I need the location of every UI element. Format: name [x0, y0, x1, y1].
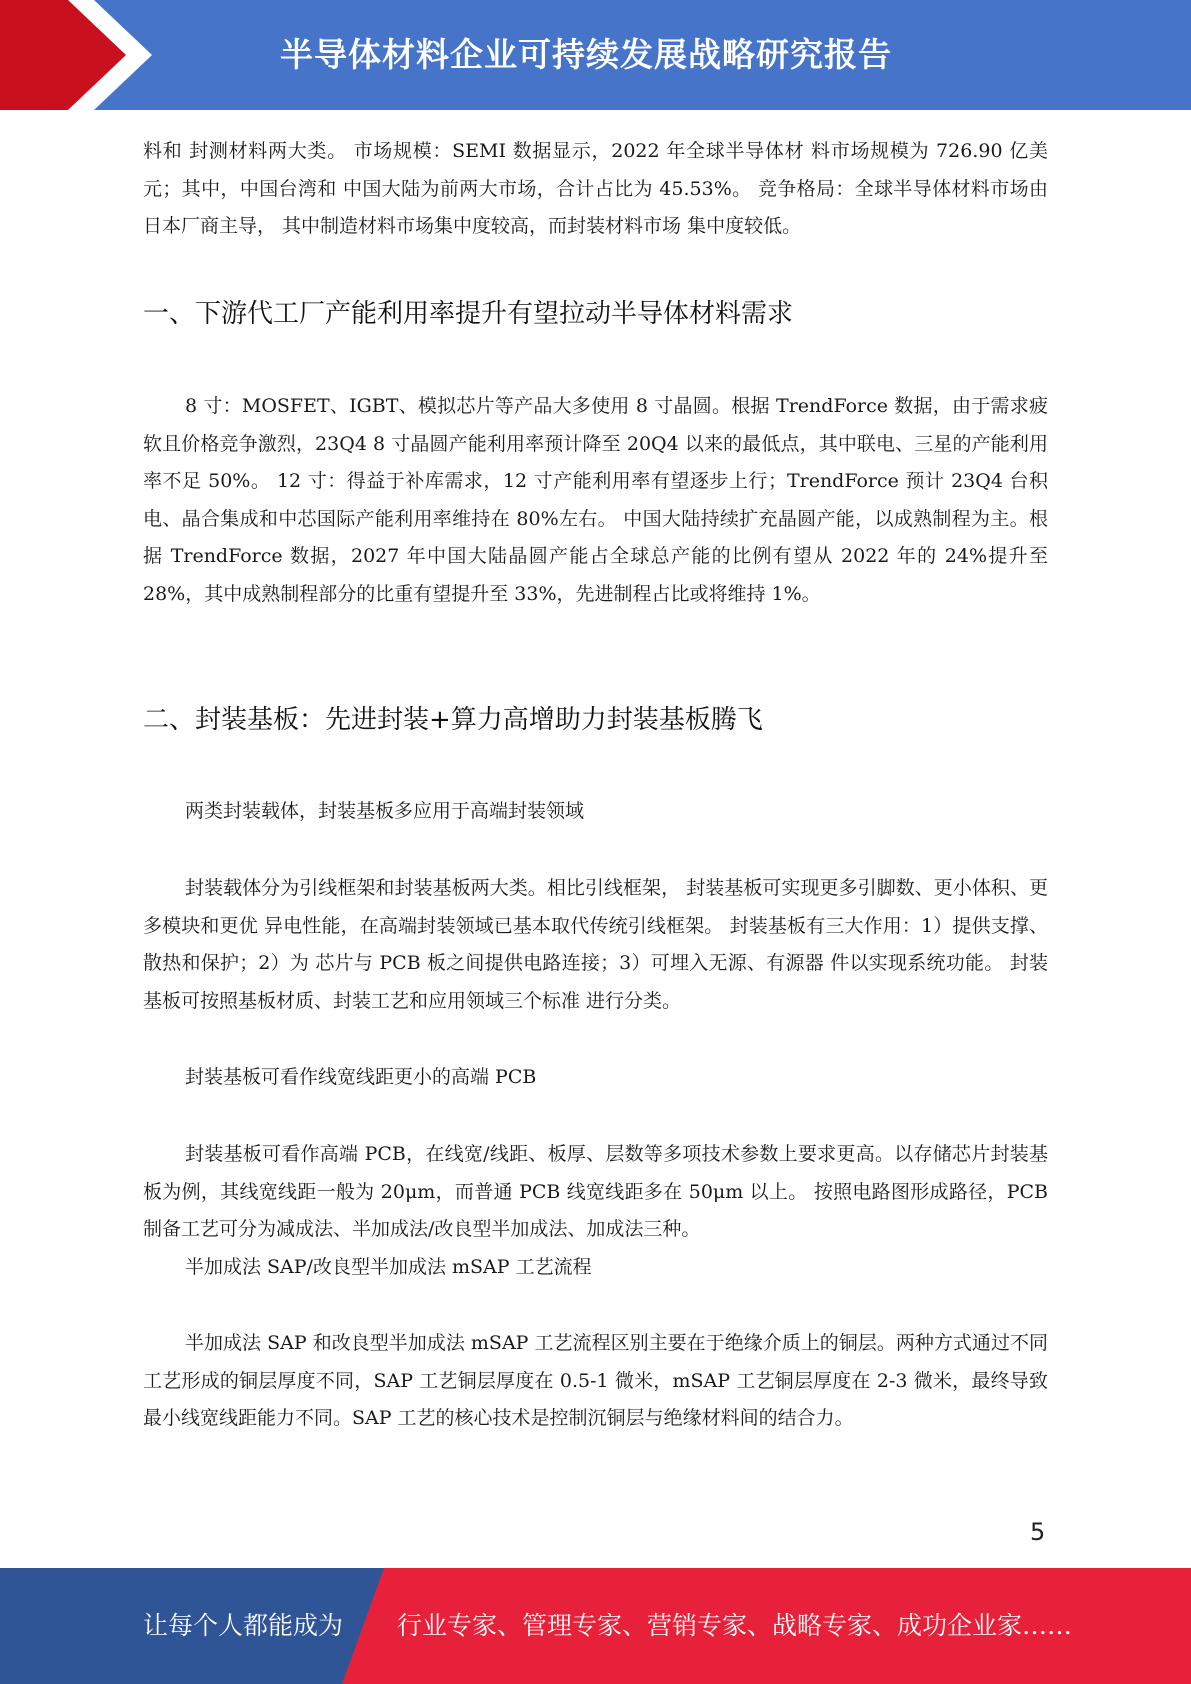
- sap-msap-paragraph: 半加成法 SAP 和改良型半加成法 mSAP 工艺流程区别主要在于绝缘介质上的铜层。两种方式通过不同工艺形成的铜层厚度不同，SAP 工艺铜层厚度在 0.5-1 微米，mSAP 工艺铜层厚度在 2-3 微米，最终导致最小线宽线距能力不同。SAP 工艺的核心技术是控制沉铜层与绝缘材料间的结合力。: [143, 1332, 1048, 1429]
- footer-slogan-right: 行业专家、管理专家、营销专家、战略专家、成功企业家……: [397, 1611, 1073, 1640]
- intro-paragraph: 料和 封测材料两大类。 市场规模：SEMI 数据显示，2022 年全球半导体材 料市场规模为 726.90 亿美元；其中，中国台湾和 中国大陆为前两大市场，合计占比为 45.53%。 竞争格局：全球半导体材料市场由日本厂商主导， 其中制造材料市场集中度较高，而封装材料市场 集中度较低。: [143, 140, 1048, 237]
- subheading-sap-msap: 半加成法 SAP/改良型半加成法 mSAP 工艺流程: [185, 1256, 592, 1278]
- page-header: [0, 0, 1191, 110]
- section-1-paragraph: 8 寸：MOSFET、IGBT、模拟芯片等产品大多使用 8 寸晶圆。根据 TrendForce 数据，由于需求疲软且价格竞争激烈，23Q4 8 寸晶圆产能利用率预计降至 20Q4 以来的最低点，其中联电、三星的产能利用率不足 50%。 12 寸：得益于补库需求，12 寸产能利用率有望逐步上行；TrendForce 预计 23Q4 台积电、晶合集成和中芯国际产能利用率维持在 80%左右。 中国大陆持续扩充晶圆产能，以成熟制程为主。根据 TrendForce 数据，2027 年中国大陆晶圆产能占全球总产能的比例有望从 2022 年的 24%提升至 28%，其中成熟制程部分的比重有望提升至 33%，先进制程占比或将维持 1%。: [143, 395, 1048, 605]
- footer-slogan-left: 让每个人都能成为: [143, 1611, 344, 1640]
- page-footer: [0, 1568, 1191, 1684]
- section-2-heading: 二、封装基板：先进封装+算力高增助力封装基板腾飞: [143, 705, 763, 735]
- substrate-pcb-paragraph: 封装基板可看作高端 PCB，在线宽/线距、板厚、层数等多项技术参数上要求更高。以存储芯片封装基板为例，其线宽线距一般为 20μm，而普通 PCB 线宽线距多在 50μm 以上。 按照电路图形成路径，PCB 制备工艺可分为减成法、半加成法/改良型半加成法、加成法三种。: [143, 1143, 1048, 1240]
- subheading-substrate-pcb: 封装基板可看作线宽线距更小的高端 PCB: [185, 1066, 537, 1088]
- section-1-heading: 一、下游代工厂产能利用率提升有望拉动半导体材料需求: [143, 299, 794, 329]
- packaging-carriers-paragraph: 封装载体分为引线框架和封装基板两大类。相比引线框架， 封装基板可实现更多引脚数、更小体积、更多模块和更优 异电性能，在高端封装领域已基本取代传统引线框架。 封装基板有三大作用：1）提供支撑、散热和保护；2）为 芯片与 PCB 板之间提供电路连接；3）可埋入无源、有源器 件以实现系统功能。 封装基板可按照基板材质、封装工艺和应用领域三个标准 进行分类。: [143, 877, 1048, 1012]
- subheading-packaging-carriers: 两类封装载体，封装基板多应用于高端封装领域: [185, 800, 585, 822]
- page-number: 5: [1030, 1518, 1046, 1546]
- report-title: 半导体材料企业可持续发展战略研究报告: [280, 35, 892, 74]
